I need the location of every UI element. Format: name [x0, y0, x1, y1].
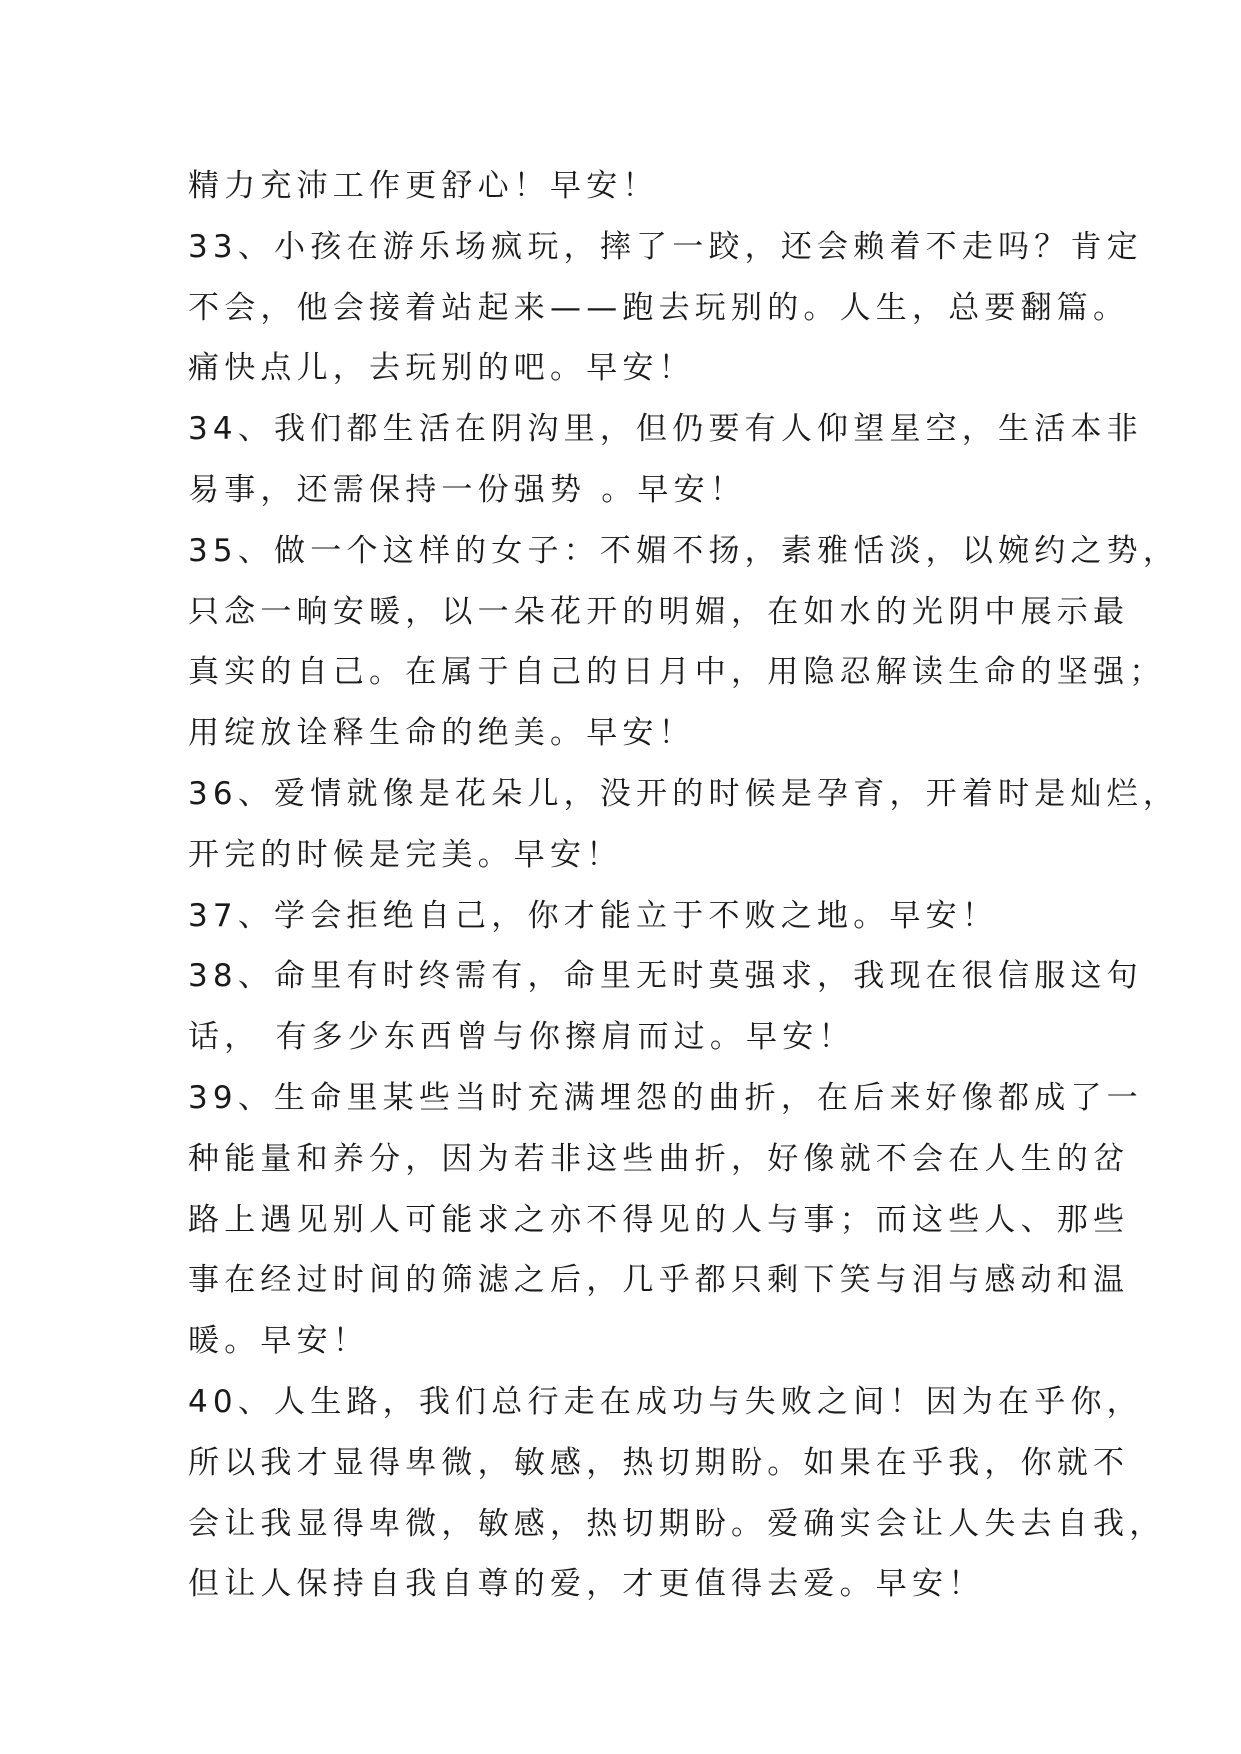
text-line: 开完的时候是完美。早安！	[188, 836, 623, 873]
text-line: 痛快点儿，去玩别的吧。早安！	[188, 350, 695, 387]
text-line: 所以我才显得卑微，敏感，热切期盼。如果在乎我，你就不	[188, 1444, 1130, 1481]
text-line: 33、小孩在游乐场疯玩，摔了一跤，还会赖着不走吗？肯定	[188, 228, 1143, 265]
text-line: 易事，还需保持一份强势 。早安！	[188, 471, 747, 508]
text-line: 39、生命里某些当时充满埋怨的曲折，在后来好像都成了一	[188, 1079, 1143, 1116]
text-line: 真实的自己。在属于自己的日月中，用隐忍解读生命的坚强；	[188, 654, 1166, 691]
text-line: 40、人生路，我们总行走在成功与失败之间！因为在乎你，	[188, 1383, 1143, 1420]
text-line: 不会，他会接着站起来——跑去玩别的。人生，总要翻篇。	[188, 289, 1130, 326]
text-line: 种能量和养分，因为若非这些曲折，好像就不会在人生的岔	[188, 1140, 1130, 1177]
text-line: 精力充沛工作更舒心！早安！	[188, 168, 659, 204]
text-line: 35、做一个这样的女子：不媚不扬，素雅恬淡，以婉约之势，	[188, 532, 1180, 569]
text-line: 用绽放诠释生命的绝美。早安！	[188, 715, 695, 752]
text-line: 34、我们都生活在阴沟里，但仍要有人仰望星空，生活本非	[188, 411, 1143, 448]
text-line: 事在经过时间的筛滤之后，几乎都只剩下笑与泪与感动和温	[188, 1262, 1130, 1299]
text-line: 暖。早安！	[188, 1323, 369, 1360]
text-line: 38、命里有时终需有，命里无时莫强求，我现在很信服这句	[188, 958, 1143, 995]
text-line: 36、爱情就像是花朵儿，没开的时候是孕育，开着时是灿烂，	[188, 775, 1180, 812]
text-line: 但让人保持自我自尊的爱，才更值得去爱。早安！	[188, 1566, 985, 1603]
text-line: 路上遇见别人可能求之亦不得见的人与事；而这些人、那些	[188, 1201, 1130, 1238]
text-line: 只念一晌安暖，以一朵花开的明媚，在如水的光阴中展示最	[188, 593, 1130, 630]
document-body	[188, 156, 1180, 1615]
text-line: 话， 有多少东西曾与你擦肩而过。早安！	[188, 1019, 855, 1056]
text-line: 37、学会拒绝自己，你才能立于不败之地。早安！	[188, 897, 999, 934]
text-line: 会让我显得卑微，敏感，热切期盼。爱确实会让人失去自我，	[188, 1505, 1166, 1542]
